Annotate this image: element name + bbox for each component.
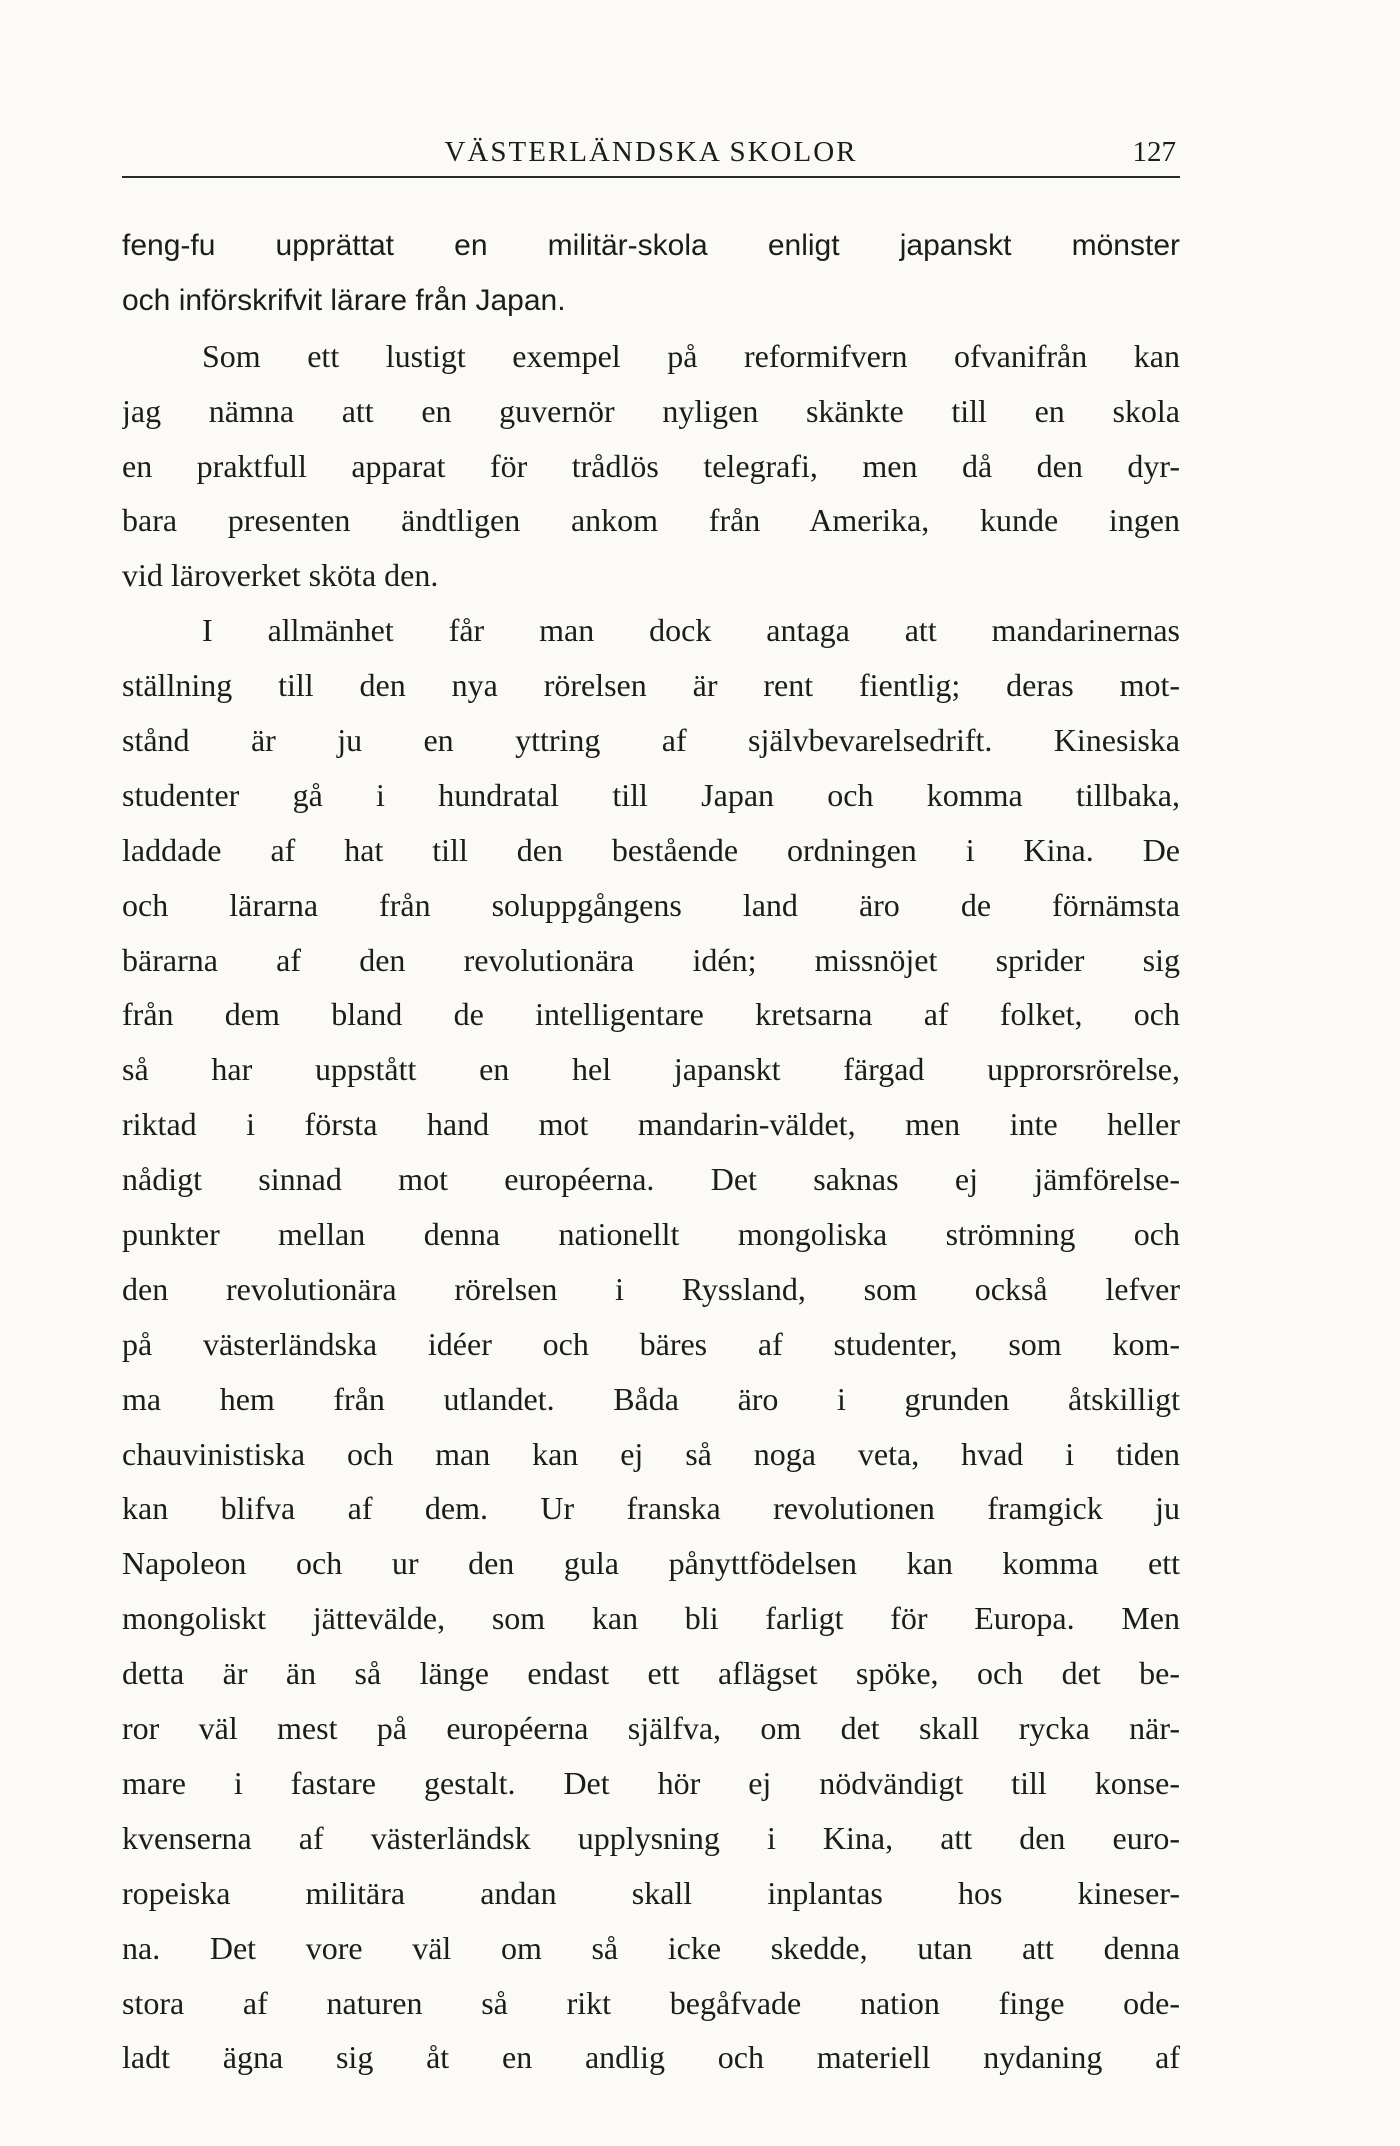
text-line: bara presenten ändtligen ankom från Amerika, kunde ingen xyxy=(122,502,1180,539)
text-line: ställning till den nya rörelsen är rent fientlig; deras mot- xyxy=(122,667,1180,704)
text-line: på västerländska idéer och bäres af studenter, som kom- xyxy=(122,1325,1180,1362)
text-line: chauvinistiska och man kan ej så noga veta, hvad i tiden xyxy=(122,1435,1180,1472)
text-line: ma hem från utlandet. Båda äro i grunden åtskilligt xyxy=(122,1380,1180,1417)
text-line: så har uppstått en hel japanskt färgad upprorsrörelse, xyxy=(122,1051,1180,1088)
text-line: detta är än så länge endast ett aflägset spöke, och det be- xyxy=(122,1655,1180,1692)
text-line: mongoliskt jättevälde, som kan bli farligt för Europa. Men xyxy=(122,1600,1180,1637)
text-line: stora af naturen så rikt begåfvade nation finge ode- xyxy=(122,1984,1180,2021)
text-line: från dem bland de intelligentare kretsarna af folket, och xyxy=(122,996,1180,1033)
paragraph-first-line: Som ett lustigt exempel på reformifvern ofvanifrån kan xyxy=(202,337,1180,374)
paragraph-first-line: I allmänhet får man dock antaga att mandarinernas xyxy=(202,612,1180,649)
page-number: 127 xyxy=(1132,136,1176,168)
text-line: och lärarna från soluppgångens land äro de förnämsta xyxy=(122,886,1180,923)
body-text xyxy=(122,219,1180,2085)
text-line: kan blifva af dem. Ur franska revolutionen framgick ju xyxy=(122,1490,1180,1527)
text-line: riktad i första hand mot mandarin-väldet, men inte heller xyxy=(122,1106,1180,1143)
text-line: stånd är ju en yttring af självbevarelsedrift. Kinesiska xyxy=(122,722,1180,759)
text-line: studenter gå i hundratal till Japan och komma tillbaka, xyxy=(122,776,1180,813)
running-title: VÄSTERLÄNDSKA SKOLOR xyxy=(444,136,858,168)
text-line: mare i fastare gestalt. Det hör ej nödvändigt till konse- xyxy=(122,1764,1180,1801)
text-line: ror väl mest på européerna själfva, om det skall rycka när- xyxy=(122,1710,1180,1747)
text-line: kvenserna af västerländsk upplysning i Kina, att den euro- xyxy=(122,1819,1180,1856)
text-line: nådigt sinnad mot européerna. Det saknas ej jämförelse- xyxy=(122,1161,1180,1198)
text-line: laddade af hat till den bestående ordningen i Kina. De xyxy=(122,831,1180,868)
text-line: Napoleon och ur den gula pånyttfödelsen kan komma ett xyxy=(122,1545,1180,1582)
text-line: bärarna af den revolutionära idén; missnöjet sprider sig xyxy=(122,941,1180,978)
text-line: ladt ägna sig åt en andlig och materiell nydaning af xyxy=(122,2039,1180,2076)
text-line: vid läroverket sköta den. xyxy=(122,557,439,594)
text-line: na. Det vore väl om så icke skedde, utan att denna xyxy=(122,1929,1180,1966)
running-head xyxy=(122,132,1180,178)
text-line: den revolutionära rörelsen i Ryssland, som också lefver xyxy=(122,1270,1180,1307)
text-line: jag nämna att en guvernör nyligen skänkte till en skola xyxy=(122,392,1180,429)
text-line: och införskrifvit lärare från Japan. xyxy=(122,283,566,317)
text-line: en praktfull apparat för trådlös telegrafi, men då den dyr- xyxy=(122,447,1180,484)
text-line: feng-fu upprättat en militär-skola enligt japanskt mönster xyxy=(122,229,1180,262)
text-line: ropeiska militära andan skall inplantas hos kineser- xyxy=(122,1874,1180,1911)
text-line: punkter mellan denna nationellt mongoliska strömning och xyxy=(122,1216,1180,1253)
